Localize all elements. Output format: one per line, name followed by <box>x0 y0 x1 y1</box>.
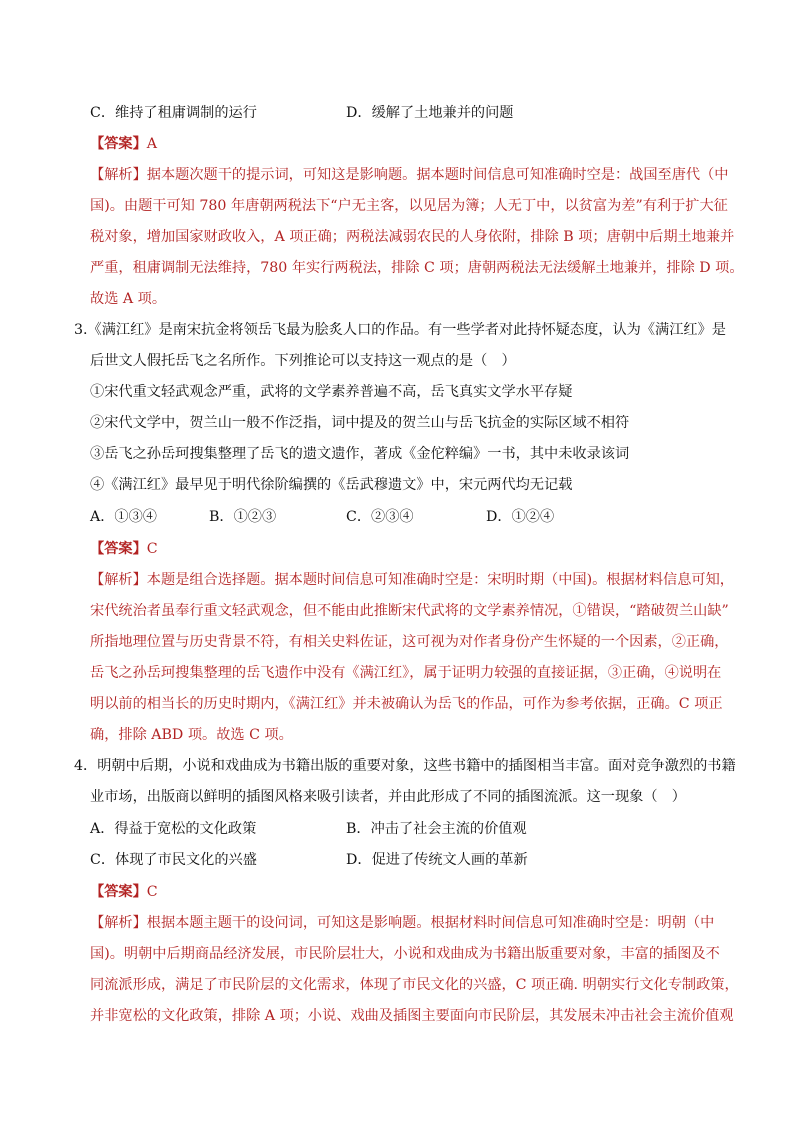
q4-option-c: C．体现了市民文化的兴盛 <box>90 852 257 868</box>
q3-statement: ①宋代重文轻武观念严重，武将的文学素养普遍不高，岳飞真实文学水平存疑 <box>90 384 573 400</box>
q4-option-b: B．冲击了社会主流的价值观 <box>346 821 527 837</box>
q3-stem-line: 后世文人假托岳飞之名所作。下列推论可以支持这一观点的是（ ） <box>90 353 516 369</box>
q4-analysis-line: 并非宽松的文化政策，排除 A 项；小说、戏曲及插图主要面向市民阶层，其发展未冲击社会主流价值观 <box>90 1008 734 1024</box>
q2-analysis-line: 故选 A 项。 <box>90 291 167 307</box>
q2-option-c: C．维持了租庸调制的运行 <box>90 105 257 121</box>
q4-analysis-line: 国)。明朝中后期商品经济发展，市民阶层壮大，小说和戏曲成为书籍出版重要对象，丰富的插图及不 <box>90 946 720 962</box>
q3-statement: ②宋代文学中，贺兰山一般不作泛指，词中提及的贺兰山与岳飞抗金的实际区域不相符 <box>90 415 630 431</box>
q2-analysis-line: 【解析】据本题次题干的提示词，可知这是影响题。据本题时间信息可知准确时空是：战国至唐代（中 <box>90 167 729 183</box>
q2-analysis-line: 严重，租庸调制无法维持，780 年实行两税法，排除 C 项；唐朝两税法无法缓解土地兼并，排除 D 项。 <box>90 260 744 276</box>
q3-answer-label: 【答案】 <box>90 541 147 557</box>
q3-statement: ③岳飞之孙岳珂搜集整理了岳飞的遗文遗作，著成《金佗粹编》一书，其中未收录该词 <box>90 446 630 462</box>
q3-analysis-line: 宋代统治者虽奉行重文轻武观念，但不能由此推断宋代武将的文学素养情况，①错误，“踏破贺兰山缺” <box>90 603 729 619</box>
q4-option-d: D．促进了传统文人画的革新 <box>346 852 528 868</box>
q4-analysis-line: 【解析】根据本题主题干的设问词，可知这是影响题。根据材料时间信息可知准确时空是：明朝（中 <box>90 915 715 931</box>
q3-option-d: D．①②④ <box>486 509 555 525</box>
q3-option-c: C．②③④ <box>346 509 414 525</box>
q4-analysis-line: 同流派形成，满足了市民阶层的文化需求，体现了市民文化的兴盛，C 项正确. 明朝实行文化专制政策， <box>90 977 739 993</box>
q3-analysis-line: 确，排除 ABD 项。故选 C 项。 <box>90 727 293 743</box>
q3-statement: ④《满江红》最早见于明代徐阶编撰的《岳武穆遗文》中，宋元两代均无记载 <box>90 477 573 493</box>
q3-stem-line: 3.《满江红》是南宋抗金将领岳飞最为脍炙人口的作品。有一些学者对此持怀疑态度，认为《满江红》是 <box>74 322 726 338</box>
q4-answer-value: C <box>146 884 158 900</box>
q2-answer <box>90 134 157 154</box>
q4-stem-line: 业市场，出版商以鲜明的插图风格来吸引读者，并由此形成了不同的插图流派。这一现象（ ） <box>90 789 686 805</box>
q2-answer-label: 【答案】 <box>90 136 147 152</box>
q3-answer <box>90 539 158 559</box>
q4-stem-line: 4．明朝中后期，小说和戏曲成为书籍出版的重要对象，这些书籍中的插图相当丰富。面对竞争激烈的书籍 <box>74 758 736 774</box>
q3-analysis-line: 明以前的相当长的历史时期内，《满江红》并未被确认为岳飞的作品，可作为参考依据，正确。C 项正 <box>90 696 723 712</box>
q2-answer-value: A <box>146 136 158 152</box>
q3-analysis-line: 【解析】本题是组合选择题。据本题时间信息可知准确时空是：宋明时期（中国)。根据材料信息可知， <box>90 572 734 588</box>
q3-analysis-line: 所指地理位置与历史背景不符，有相关史料佐证，这可视为对作者身份产生怀疑的一个因素，②正确， <box>90 634 729 650</box>
q2-analysis-line: 国)。由题干可知 780 年唐朝两税法下“户无主客，以见居为簿；人无丁中，以贫富为差”有利于扩大征 <box>90 198 728 214</box>
q3-option-b: B．①②③ <box>209 509 277 525</box>
q2-option-d: D．缓解了土地兼并的问题 <box>346 105 514 121</box>
q3-analysis-line: 岳飞之孙岳珂搜集整理的岳飞遗作中没有《满江红》，属于证明力较强的直接证据，③正确，④说明在 <box>90 665 722 681</box>
q3-option-a: A．①③④ <box>90 509 157 525</box>
q4-option-a: A．得益于宽松的文化政策 <box>90 821 257 837</box>
q2-analysis-line: 税对象，增加国家财政收入，A 项正确；两税法减弱农民的人身依附，排除 B 项；唐朝中后期土地兼并 <box>90 229 735 245</box>
q4-answer <box>90 882 158 902</box>
q3-answer-value: C <box>146 541 158 557</box>
q4-answer-label: 【答案】 <box>90 884 147 900</box>
